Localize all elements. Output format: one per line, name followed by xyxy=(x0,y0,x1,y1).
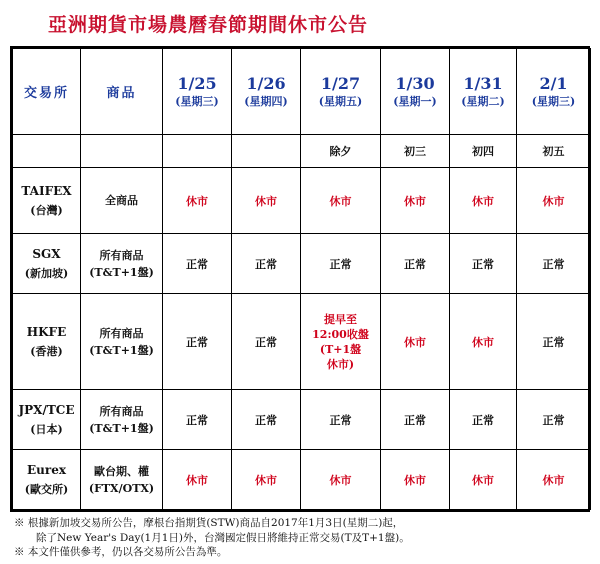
lunar-note xyxy=(232,135,301,168)
product-line: (T&T+1盤) xyxy=(89,421,154,435)
status-cell-closed: 休市 xyxy=(163,450,232,510)
date-header xyxy=(517,49,591,135)
status-cell-closed: 休市 xyxy=(381,294,450,390)
date-header xyxy=(163,49,232,135)
status-cell-closed: 休市 xyxy=(381,450,450,510)
lunar-note-blank xyxy=(81,135,163,168)
weekday-label: (星期三) xyxy=(531,94,576,108)
exchange-cell xyxy=(13,234,81,294)
exchange-cell xyxy=(13,450,81,510)
status-cell-closed: 休市 xyxy=(517,450,591,510)
header-row xyxy=(13,49,591,135)
lunar-note: 除夕 xyxy=(301,135,381,168)
product-column-header: 商品 xyxy=(81,49,163,135)
status-cell-normal: 正常 xyxy=(450,234,517,294)
status-cell-closed: 休市 xyxy=(450,294,517,390)
weekday-label: (星期五) xyxy=(318,94,363,108)
status-cell-normal: 正常 xyxy=(163,294,232,390)
status-cell-normal: 正常 xyxy=(232,234,301,294)
weekday-label: (星期三) xyxy=(175,94,219,108)
date-label: 1/30 xyxy=(395,73,435,93)
date-header xyxy=(232,49,301,135)
exchange-cell xyxy=(13,390,81,450)
product-cell xyxy=(81,390,163,450)
lunar-note: 初三 xyxy=(381,135,450,168)
exchange-code: HKFE xyxy=(26,324,67,339)
product-line: (T&T+1盤) xyxy=(89,265,154,279)
lunar-note-row xyxy=(13,135,591,168)
product-line: 所有商品 xyxy=(99,248,144,262)
table-row xyxy=(13,168,591,234)
exchange-column-header: 交易所 xyxy=(13,49,81,135)
status-cell-normal: 正常 xyxy=(301,234,381,294)
date-header xyxy=(381,49,450,135)
product-line: 所有商品 xyxy=(99,326,144,340)
footnotes xyxy=(14,516,410,560)
lunar-note xyxy=(163,135,232,168)
status-cell-normal: 正常 xyxy=(517,390,591,450)
footnote-line: ※ 根據新加坡交易所公告，摩根台指期貨(STW)商品自2017年1月3日(星期二)起， xyxy=(14,517,404,529)
table-row xyxy=(13,234,591,294)
lunar-note: 初四 xyxy=(450,135,517,168)
status-cell-closed: 休市 xyxy=(517,168,591,234)
product-line: (FTX/OTX) xyxy=(88,481,155,495)
lunar-note-blank xyxy=(13,135,81,168)
date-label: 1/31 xyxy=(463,73,503,93)
date-header xyxy=(450,49,517,135)
status-cell-normal: 正常 xyxy=(163,234,232,294)
status-cell-special: 提早至 12:00收盤 (T+1盤 休市) xyxy=(301,294,381,390)
exchange-cell xyxy=(13,294,81,390)
exchange-code: JPX/TCE xyxy=(18,402,75,417)
product-line: (T&T+1盤) xyxy=(89,343,154,357)
exchange-name: (新加坡) xyxy=(24,266,69,280)
status-cell-closed: 休市 xyxy=(163,168,232,234)
product-cell xyxy=(81,450,163,510)
product-line: 所有商品 xyxy=(99,404,144,418)
status-cell-normal: 正常 xyxy=(381,234,450,294)
footnote-line: ※ 本文件僅供參考，仍以各交易所公告為準。 xyxy=(14,546,228,558)
status-cell-normal: 正常 xyxy=(381,390,450,450)
exchange-name: (日本) xyxy=(30,422,63,436)
product-cell xyxy=(81,294,163,390)
product-cell xyxy=(81,168,163,234)
status-cell-normal: 正常 xyxy=(450,390,517,450)
exchange-name: (台灣) xyxy=(30,203,63,217)
table-row xyxy=(13,450,591,510)
status-cell-normal: 正常 xyxy=(232,390,301,450)
product-line: 全商品 xyxy=(105,194,138,207)
status-cell-normal: 正常 xyxy=(301,390,381,450)
exchange-code: Eurex xyxy=(27,462,66,477)
date-label: 1/26 xyxy=(246,73,286,93)
status-cell-closed: 休市 xyxy=(450,450,517,510)
exchange-code: SGX xyxy=(32,246,61,261)
table-row xyxy=(13,390,591,450)
weekday-label: (星期四) xyxy=(244,94,288,108)
exchange-cell xyxy=(13,168,81,234)
status-cell-normal: 正常 xyxy=(163,390,232,450)
table-row xyxy=(13,294,591,390)
weekday-label: (星期二) xyxy=(461,94,505,108)
status-cell-closed: 休市 xyxy=(232,450,301,510)
date-label: 1/27 xyxy=(320,73,361,93)
date-label: 1/25 xyxy=(177,73,217,93)
holiday-schedule-table xyxy=(10,46,590,512)
status-cell-normal: 正常 xyxy=(517,294,591,390)
exchange-name: (歐交所) xyxy=(24,482,69,496)
status-cell-closed: 休市 xyxy=(450,168,517,234)
exchange-name: (香港) xyxy=(30,344,63,358)
status-cell-closed: 休市 xyxy=(301,168,381,234)
exchange-code: TAIFEX xyxy=(21,183,72,198)
date-label: 2/1 xyxy=(539,73,568,93)
status-cell-closed: 休市 xyxy=(301,450,381,510)
footnote-line: 除了New Year's Day(1月1日)外，台灣國定假日將維持正常交易(T及T+1盤)。 xyxy=(36,531,410,544)
page-title: 亞洲期貨市場農曆春節期間休市公告 xyxy=(48,14,369,36)
weekday-label: (星期一) xyxy=(393,94,437,108)
status-cell-normal: 正常 xyxy=(232,294,301,390)
product-line: 歐台期、權 xyxy=(94,464,149,478)
status-cell-closed: 休市 xyxy=(381,168,450,234)
status-cell-closed: 休市 xyxy=(232,168,301,234)
lunar-note: 初五 xyxy=(517,135,591,168)
date-header xyxy=(301,49,381,135)
status-cell-normal: 正常 xyxy=(517,234,591,294)
product-cell xyxy=(81,234,163,294)
